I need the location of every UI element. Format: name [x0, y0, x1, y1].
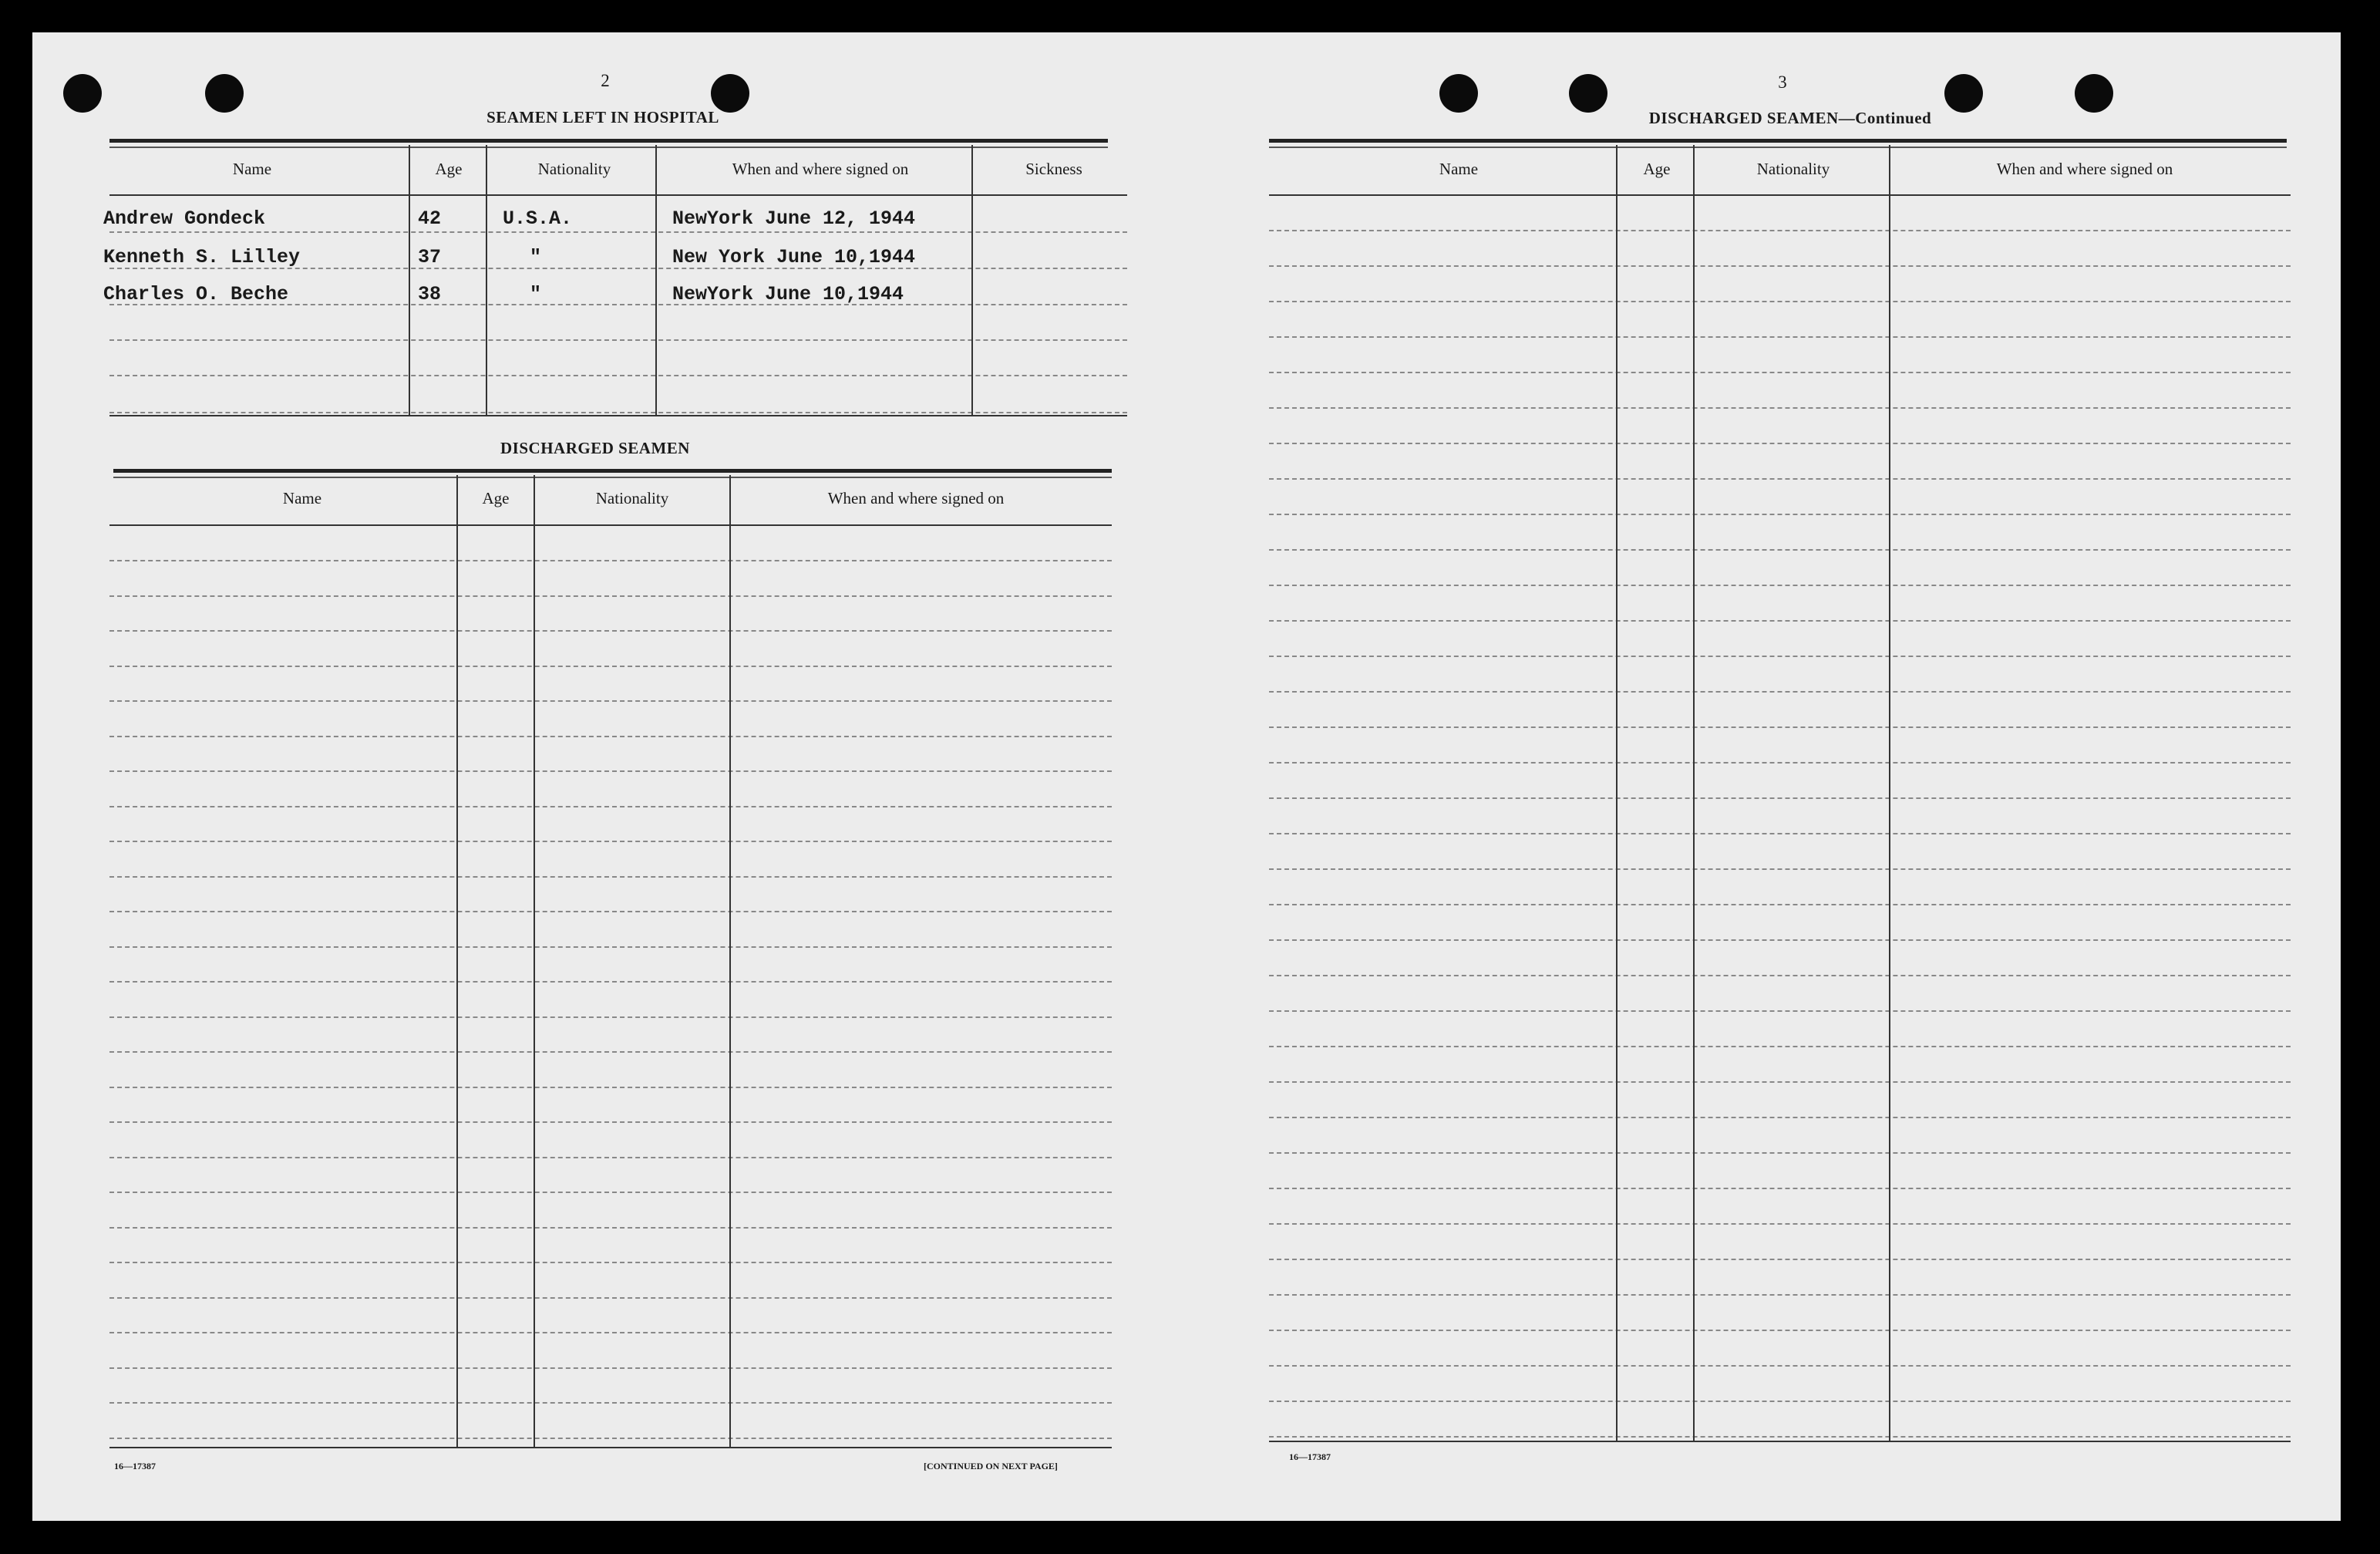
row-rule	[109, 231, 1127, 233]
col-header-age: Age	[435, 160, 463, 178]
row-rule	[109, 1016, 1112, 1018]
discharged-title: DISCHARGED SEAMEN	[500, 439, 690, 457]
row-rule	[1269, 726, 2291, 728]
col-rule	[971, 145, 973, 415]
row-rule	[1269, 372, 2291, 373]
hospital-age-3: 38	[418, 283, 442, 305]
form-number-left: 16—17387	[114, 1461, 156, 1471]
col-header-name: Name	[282, 489, 322, 507]
row-rule	[109, 770, 1112, 772]
row-rule	[1269, 904, 2291, 905]
continued-note: [CONTINUED ON NEXT PAGE]	[924, 1461, 1058, 1471]
row-rule	[1269, 1330, 2291, 1331]
row-rule	[1269, 1010, 2291, 1012]
row-rule	[109, 412, 1127, 413]
page-number-left: 2	[601, 71, 610, 90]
row-rule	[109, 700, 1112, 702]
row-rule	[109, 1051, 1112, 1053]
hospital-age-1: 42	[418, 207, 442, 230]
header-rule	[1269, 194, 2291, 196]
row-rule	[109, 876, 1112, 878]
col-rule	[534, 475, 535, 1447]
row-rule	[109, 1227, 1112, 1229]
row-rule	[1269, 585, 2291, 586]
row-rule	[109, 946, 1112, 948]
col-rule	[1889, 145, 1890, 1441]
row-rule	[1269, 1401, 2291, 1402]
row-rule	[1269, 691, 2291, 693]
row-rule	[109, 1087, 1112, 1088]
hospital-name-3: Charles O. Beche	[103, 283, 289, 305]
col-header-signed-on: When and where signed on	[732, 160, 909, 178]
punch-hole	[711, 74, 749, 113]
table-bottom-rule	[1269, 1441, 2291, 1442]
row-rule	[109, 304, 1127, 305]
punch-hole	[1944, 74, 1983, 113]
table-bottom-rule	[109, 1447, 1112, 1448]
row-rule	[1269, 478, 2291, 480]
col-rule	[729, 475, 731, 1447]
row-rule	[1269, 797, 2291, 799]
row-rule	[109, 736, 1112, 737]
title-rule	[1269, 139, 2287, 143]
row-rule	[1269, 265, 2291, 267]
row-rule	[109, 1332, 1112, 1333]
col-header-signed-on: When and where signed on	[1996, 160, 2173, 178]
row-rule	[109, 911, 1112, 912]
row-rule	[1269, 833, 2291, 834]
row-rule	[109, 1192, 1112, 1193]
row-rule	[1269, 975, 2291, 976]
col-header-name: Name	[232, 160, 272, 178]
row-rule	[109, 1297, 1112, 1299]
punch-hole	[1439, 74, 1478, 113]
col-header-age: Age	[482, 489, 510, 507]
punch-hole	[2075, 74, 2113, 113]
row-rule	[1269, 1223, 2291, 1225]
row-rule	[109, 666, 1112, 667]
header-rule	[109, 524, 1112, 526]
row-rule	[109, 841, 1112, 842]
discharged-continued-title: DISCHARGED SEAMEN—Continued	[1648, 109, 1932, 127]
row-rule	[1269, 1046, 2291, 1047]
col-header-sickness: Sickness	[1025, 160, 1082, 178]
table-bottom-rule	[109, 415, 1127, 416]
hospital-signed-on-2: New York June 10,1944	[672, 246, 916, 268]
row-rule	[1269, 1117, 2291, 1118]
row-rule	[1269, 939, 2291, 941]
row-rule	[1269, 762, 2291, 764]
hospital-name-1: Andrew Gondeck	[103, 207, 266, 230]
hospital-nationality-2: "	[530, 246, 542, 268]
row-rule	[1269, 1188, 2291, 1189]
row-rule	[109, 339, 1127, 341]
row-rule	[109, 1121, 1112, 1123]
col-rule	[486, 145, 487, 415]
hospital-age-2: 37	[418, 246, 442, 268]
row-rule	[1269, 1152, 2291, 1154]
row-rule	[1269, 1294, 2291, 1296]
row-rule	[109, 560, 1112, 561]
row-rule	[109, 1157, 1112, 1158]
row-rule	[1269, 514, 2291, 515]
row-rule	[1269, 656, 2291, 657]
col-header-signed-on: When and where signed on	[827, 489, 1005, 507]
row-rule	[109, 595, 1112, 597]
row-rule	[1269, 1259, 2291, 1260]
form-number-right: 16—17387	[1289, 1451, 1331, 1462]
title-rule	[109, 139, 1108, 143]
hospital-signed-on-3: NewYork June 10,1944	[672, 283, 904, 305]
col-rule	[456, 475, 458, 1447]
row-rule	[1269, 443, 2291, 444]
title-rule	[113, 469, 1112, 473]
col-header-name: Name	[1439, 160, 1479, 178]
row-rule	[109, 981, 1112, 983]
row-rule	[109, 268, 1127, 269]
row-rule	[109, 630, 1112, 632]
col-header-nationality: Nationality	[537, 160, 611, 178]
col-rule	[1693, 145, 1695, 1441]
col-rule	[409, 145, 410, 415]
col-header-nationality: Nationality	[595, 489, 669, 507]
row-rule	[1269, 1365, 2291, 1367]
row-rule	[1269, 301, 2291, 302]
row-rule	[1269, 1081, 2291, 1083]
row-rule	[1269, 620, 2291, 622]
hospital-nationality-3: "	[530, 283, 542, 305]
row-rule	[109, 806, 1112, 807]
row-rule	[109, 375, 1127, 376]
row-rule	[109, 1367, 1112, 1369]
row-rule	[109, 1402, 1112, 1404]
hospital-nationality-1: U.S.A.	[503, 207, 573, 230]
punch-hole	[1569, 74, 1607, 113]
col-header-nationality: Nationality	[1756, 160, 1830, 178]
col-header-age: Age	[1643, 160, 1671, 178]
row-rule	[1269, 407, 2291, 409]
row-rule	[109, 1262, 1112, 1263]
page-number-right: 3	[1778, 72, 1787, 92]
col-rule	[655, 145, 657, 415]
punch-hole	[205, 74, 244, 113]
row-rule	[1269, 549, 2291, 551]
row-rule	[1269, 336, 2291, 338]
header-rule	[109, 194, 1127, 196]
row-rule	[1269, 868, 2291, 870]
hospital-signed-on-1: NewYork June 12, 1944	[672, 207, 916, 230]
hospital-name-2: Kenneth S. Lilley	[103, 246, 301, 268]
document-sheet	[32, 32, 2341, 1521]
hospital-title: SEAMEN LEFT IN HOSPITAL	[486, 108, 719, 126]
row-rule	[109, 1438, 1112, 1439]
punch-hole	[63, 74, 102, 113]
row-rule	[1269, 1436, 2291, 1438]
col-rule	[1616, 145, 1618, 1441]
row-rule	[1269, 230, 2291, 231]
